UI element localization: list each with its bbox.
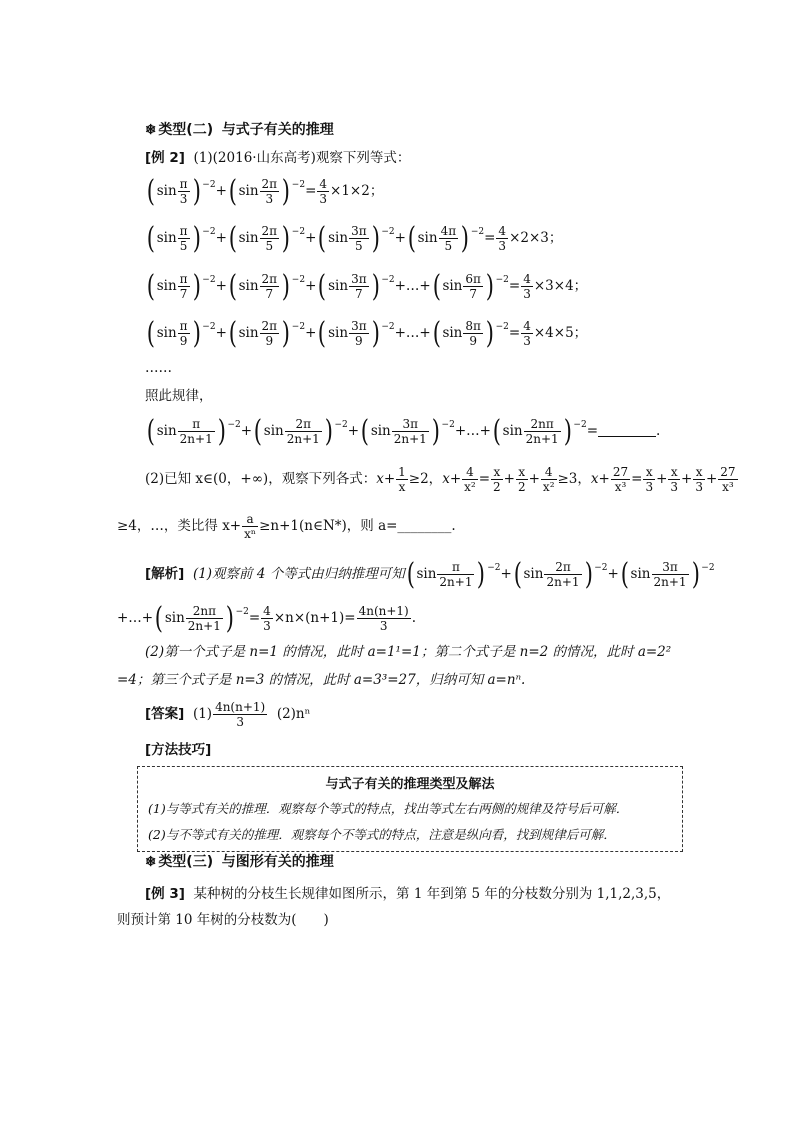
part2-line2: ≥4，…，类比得 x+ $\frac{a}{\text{xⁿ}}$ ≥n+1(n∈N*)，则 a=________. <box>117 512 456 541</box>
equation-2: ( sin $\frac{\pi}{5}$ ) $^{-2}$+( sin $\frac{2\pi}{5}$ ) $^{-2}$+( sin $\frac{3\pi}{5}$ ) $^{-2}$+( sin $\frac{4\pi}{5}$ ) $^{-2}$= $\frac{4}{3}$ ×2×3； <box>146 220 563 256</box>
example-intro <box>145 148 682 168</box>
equation-4-tail: ×4×5； <box>533 325 588 341</box>
method-box <box>137 766 683 852</box>
equation-1: ( sin $\frac{\pi}{3}$ ) $^{-2}$+( sin $\frac{2\pi}{3}$ ) $^{-2}$= $\frac{4}{3}$ ×1×2； <box>146 173 384 209</box>
analysis-p2-line1: (2)第一个式子是 n=1 的情况，此时 a=1¹=1；第二个式子是 n=2 的情况，此时 a=2² <box>145 644 672 660</box>
method-box-title: 与式子有关的推理类型及解法 <box>325 777 495 792</box>
method-tag: [方法技巧] <box>145 742 212 758</box>
answer-tag: [答案] <box>145 706 185 722</box>
answer-part1-den: 3 <box>236 715 244 729</box>
example3-line2: 则预计第 10 年树的分枝数为( ) <box>117 912 329 928</box>
equation-3-tail: ×3×4； <box>533 278 588 294</box>
example3-text1: 某种树的分枝生长规律如图所示，第 1 年到第 5 年的分枝数分别为 1,1,2,3,5， <box>193 886 671 902</box>
section3-label: 类型(三) <box>158 854 214 870</box>
section3-title: 与图形有关的推理 <box>221 854 334 870</box>
answer-blank-1 <box>598 422 656 437</box>
answer-part1-num: 4n(n+1) <box>215 700 266 714</box>
section-heading <box>145 120 682 140</box>
part2-analogy: ≥4，…，类比得 x+ <box>117 518 242 534</box>
ellipsis: …… <box>145 360 172 376</box>
snowflake-icon: ❄ <box>145 122 157 138</box>
section-label: 类型(二) <box>158 122 214 138</box>
equation-3: ( sin $\frac{\pi}{7}$ ) $^{-2}$+( sin $\frac{2\pi}{7}$ ) $^{-2}$+( sin $\frac{3\pi}{7}$ ) $^{-2}$+…+( sin $\frac{6\pi}{7}$ ) $^{-2}$= $\frac{4}{3}$ ×3×4； <box>146 268 588 304</box>
equation-2-tail: ×2×3； <box>509 230 563 246</box>
general-equation: ( sin $\frac{\pi}{2n+1}$ ) $^{-2}$+( sin $\frac{2\pi}{2n+1}$ ) $^{-2}$+( sin $\frac{3\pi}{2n+1}$ ) $^{-2}$+…+( sin $\frac{2n\pi}{2n+1}$ ) $^{-2}$= . <box>146 413 661 449</box>
part2-analogy-tail: ≥n+1(n∈N*)，则 a=________. <box>259 518 456 534</box>
example-intro-text: (1)(2016·山东高考)观察下列等式： <box>193 150 411 166</box>
answer-part1-label: (1) <box>192 706 213 722</box>
section3-heading <box>145 852 682 872</box>
example3-line1 <box>145 884 682 904</box>
answer-line <box>145 700 682 729</box>
analysis-tag: [解析] <box>145 566 185 582</box>
example-tag: [例 2] <box>145 150 185 166</box>
method-item-1: (1)与等式有关的推理．观察每个等式的特点，找出等式左右两侧的规律及符号后可解． <box>148 801 629 816</box>
analysis-line1: [解析] (1)观察前 4 个等式由归纳推理可知( sin $\frac{\pi}{2n+1}$ ) $^{-2}$+( sin $\frac{2\pi}{2n+1}$ ) $^{-2}$+( sin $\frac{3\pi}{2n+1}$ ) $^{-2}$ <box>145 556 715 592</box>
analysis-p2-line2: =4；第三个式子是 n=3 的情况，此时 a=3³=27，归纳可知 a=nⁿ. <box>117 672 526 688</box>
equation-4: ( sin $\frac{\pi}{9}$ ) $^{-2}$+( sin $\frac{2\pi}{9}$ ) $^{-2}$+( sin $\frac{3\pi}{9}$ ) $^{-2}$+…+( sin $\frac{8\pi}{9}$ ) $^{-2}$= $\frac{4}{3}$ ×4×5； <box>146 315 588 351</box>
part2-intro: (2)已知 x∈(0，+∞)，观察下列各式： <box>145 471 377 487</box>
snowflake-icon: ❄ <box>145 854 157 870</box>
answer-part2: (2)nⁿ <box>276 706 311 722</box>
rule-text: 照此规律， <box>145 388 213 404</box>
analysis-lead: (1)观察前 4 个等式由归纳推理可知 <box>192 566 405 582</box>
equation-1-tail: ×1×2； <box>330 183 384 199</box>
method-item-2: (2)与不等式有关的推理．观察每个不等式的特点，注意是纵向看，找到规律后可解． <box>148 827 616 842</box>
analysis-line2: +…+( sin $\frac{2n\pi}{2n+1}$ ) $^{-2}$= $\frac{4}{3}$ ×n×(n+1)= $\frac{4n(n+1)}{3}$ . <box>117 600 417 636</box>
part2-line1: (2)已知 x∈(0，+∞)，观察下列各式：x+ $\frac{1}{x}$ ≥2，x+ $\frac{4}{\text{x²}}$ = $\frac{x}{2}$ + $\frac{x}{2}$ + $\frac{4}{\text{x²}}$ ≥3，x+ $\frac{27}{\text{x³}}$ = $\frac{x}{3}$ + $\frac{x}{3}$ + $\frac{x}{3}$ + $\frac{27}{\text{x³}}$ <box>145 465 736 494</box>
section-title: 与式子有关的推理 <box>221 122 334 138</box>
example3-tag: [例 3] <box>145 886 185 902</box>
